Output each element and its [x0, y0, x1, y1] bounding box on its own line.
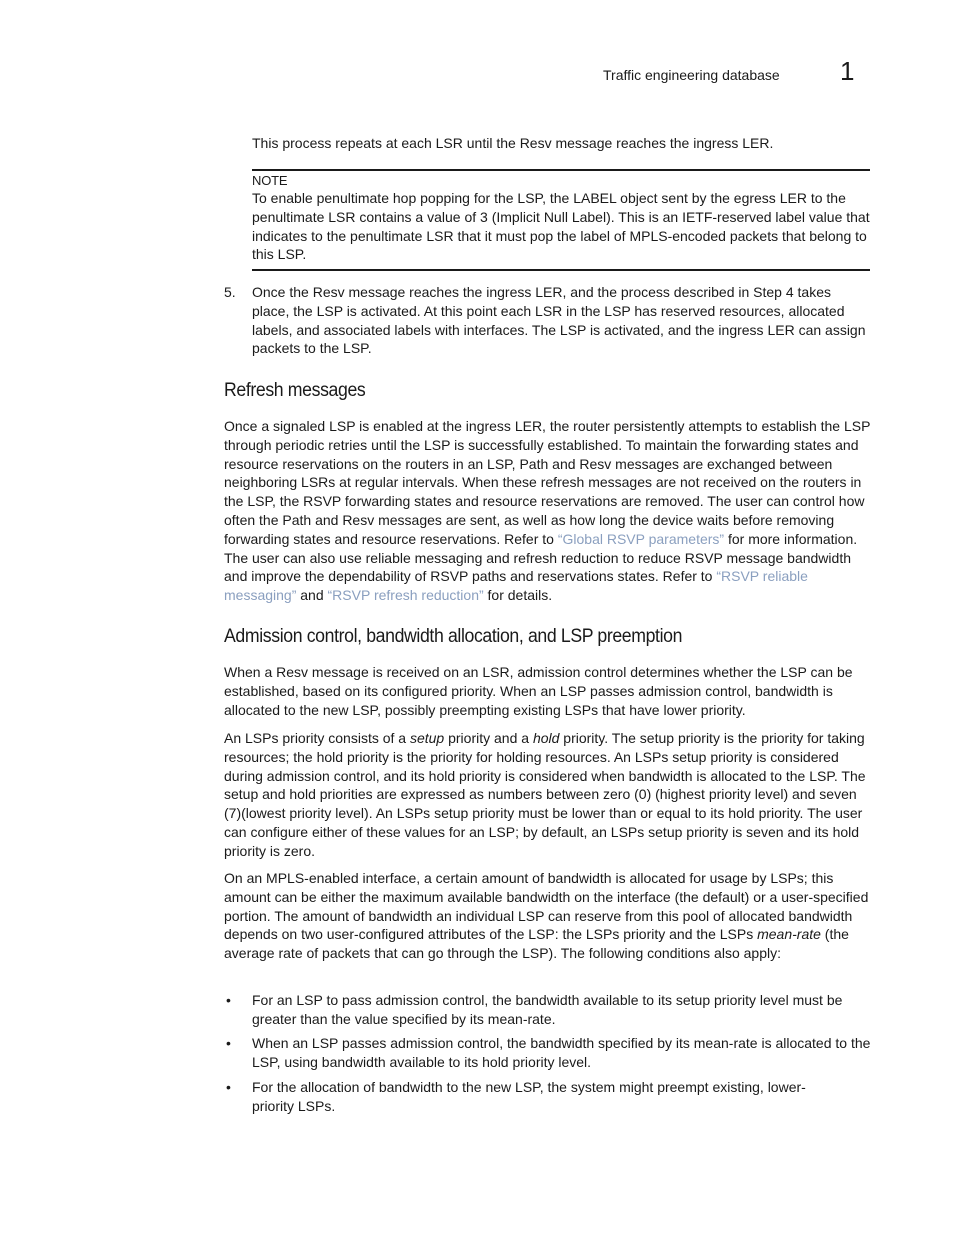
- refresh-text-1: Once a signaled LSP is enabled at the ingress LER, the router persistently attempts to establish the LSP through periodic retries until the LSP is successfully established. To maintain the forwarding states and resource reservations on the routers in an LSP, Path and Resv messages are exchanged between neighboring LSRs at regular intervals. When these refresh messages are not received on the routers in the LSP, the RSVP forwarding states and resource reservations are removed. The user can control how often the Path and Resv messages are sent, as well as how long the device waits before removing forwarding states and resource reservations. Refer to: [224, 418, 871, 547]
- refresh-text-2: for more information. The user can also use reliable messaging and refresh reduction to reduce RSVP message bandwidth and improve the dependability of RSVP paths and reservations states. Refer to: [224, 530, 858, 585]
- priority-text-b: priority and a: [444, 730, 533, 746]
- term-mean-rate: mean-rate: [757, 926, 821, 943]
- note-top-rule: [252, 169, 870, 171]
- bandwidth-text-b: (the average rate of packets that can go through the LSP). The following conditions also apply:: [224, 926, 849, 962]
- section-heading-admission: Admission control, bandwidth allocation, and LSP preemption: [224, 626, 683, 647]
- refresh-paragraph: [224, 417, 872, 605]
- admission-paragraph-1: When a Resv message is received on an LSR, admission control determines whether the LSP can be established, based on its configured priority. When an LSP passes admission control, bandwidth is allocated to the new LSP, possibly preempting existing LSPs that have lower priority.: [224, 664, 853, 718]
- bandwidth-text-a: On an MPLS-enabled interface, a certain amount of bandwidth is allocated for usage by LSPs; this amount can be either the maximum available bandwidth on the interface (the default) or a user-specified portion. The amount of bandwidth an individual LSP can reserve from this pool of allocated bandwidth depends on two user-configured attributes of the LSP: the LSPs priority and the LSPs: [224, 870, 869, 943]
- refresh-text-3: and: [296, 587, 328, 604]
- list-item: When an LSP passes admission control, the bandwidth specified by its mean-rate is allocated to the LSP, using bandwidth available to its hold priority level.: [252, 1035, 871, 1070]
- step-text: Once the Resv message reaches the ingress LER, and the process described in Step 4 takes place, the LSP is activated. At this point each LSR in the LSP has reserved resources, allocated labels, and associated labels with interfaces. The LSP is activated, and the ingress LER can assign packets to the LSP.: [252, 284, 866, 357]
- chapter-number: 1: [840, 56, 855, 86]
- section-heading-refresh: Refresh messages: [224, 380, 366, 401]
- running-header-title: Traffic engineering database: [603, 67, 780, 83]
- link-rsvp-reliable-messaging[interactable]: “RSVP reliable messaging”: [224, 568, 808, 604]
- note-text: To enable penultimate hop popping for the LSP, the LABEL object sent by the egress LER to the penultimate LSR contains a value of 3 (Implicit Null Label). This is an IETF-reserved label value that indicates to the penultimate LSR that it must pop the label of MPLS-encoded packets that belong to this LSP.: [252, 190, 870, 263]
- intro-paragraph: This process repeats at each LSR until the Resv message reaches the ingress LER.: [252, 135, 774, 151]
- admission-paragraph-3: [224, 869, 872, 963]
- list-item: For an LSP to pass admission control, the bandwidth available to its setup priority level must be greater than the value specified by its mean-rate.: [252, 992, 843, 1027]
- note-bottom-rule: [252, 269, 870, 271]
- priority-text-c: priority. The setup priority is the priority for taking resources; the hold priority is the priority for holding resources. An LSPs setup priority is considered during admission control, and its hold priority is considered when bandwidth is allocated to the LSP. The setup and hold priorities are expressed as numbers between zero (0) (highest priority level) and seven (7)(lowest priority level). An LSPs setup priority must be lower than or equal to its hold priority. The user can configure either of these values for an LSP; by default, an LSPs setup priority is seven and its hold priority is zero.: [224, 730, 866, 859]
- term-setup: setup: [409, 730, 445, 746]
- bullet-icon: •: [226, 1035, 231, 1051]
- step-number: 5.: [224, 284, 236, 300]
- link-rsvp-refresh-reduction[interactable]: “RSVP refresh reduction”: [327, 587, 484, 604]
- link-global-rsvp-parameters[interactable]: “Global RSVP parameters”: [557, 530, 725, 547]
- refresh-text-4: for details.: [483, 587, 553, 604]
- bullet-icon: •: [226, 992, 231, 1008]
- term-hold: hold: [532, 730, 560, 746]
- list-item: For the allocation of bandwidth to the new LSP, the system might preempt existing, lower-priority LSPs.: [252, 1079, 806, 1114]
- admission-paragraph-2: [224, 729, 872, 861]
- priority-text-a: An LSPs priority consists of a: [224, 730, 410, 746]
- note-label: NOTE: [252, 173, 288, 188]
- bullet-icon: •: [226, 1079, 231, 1095]
